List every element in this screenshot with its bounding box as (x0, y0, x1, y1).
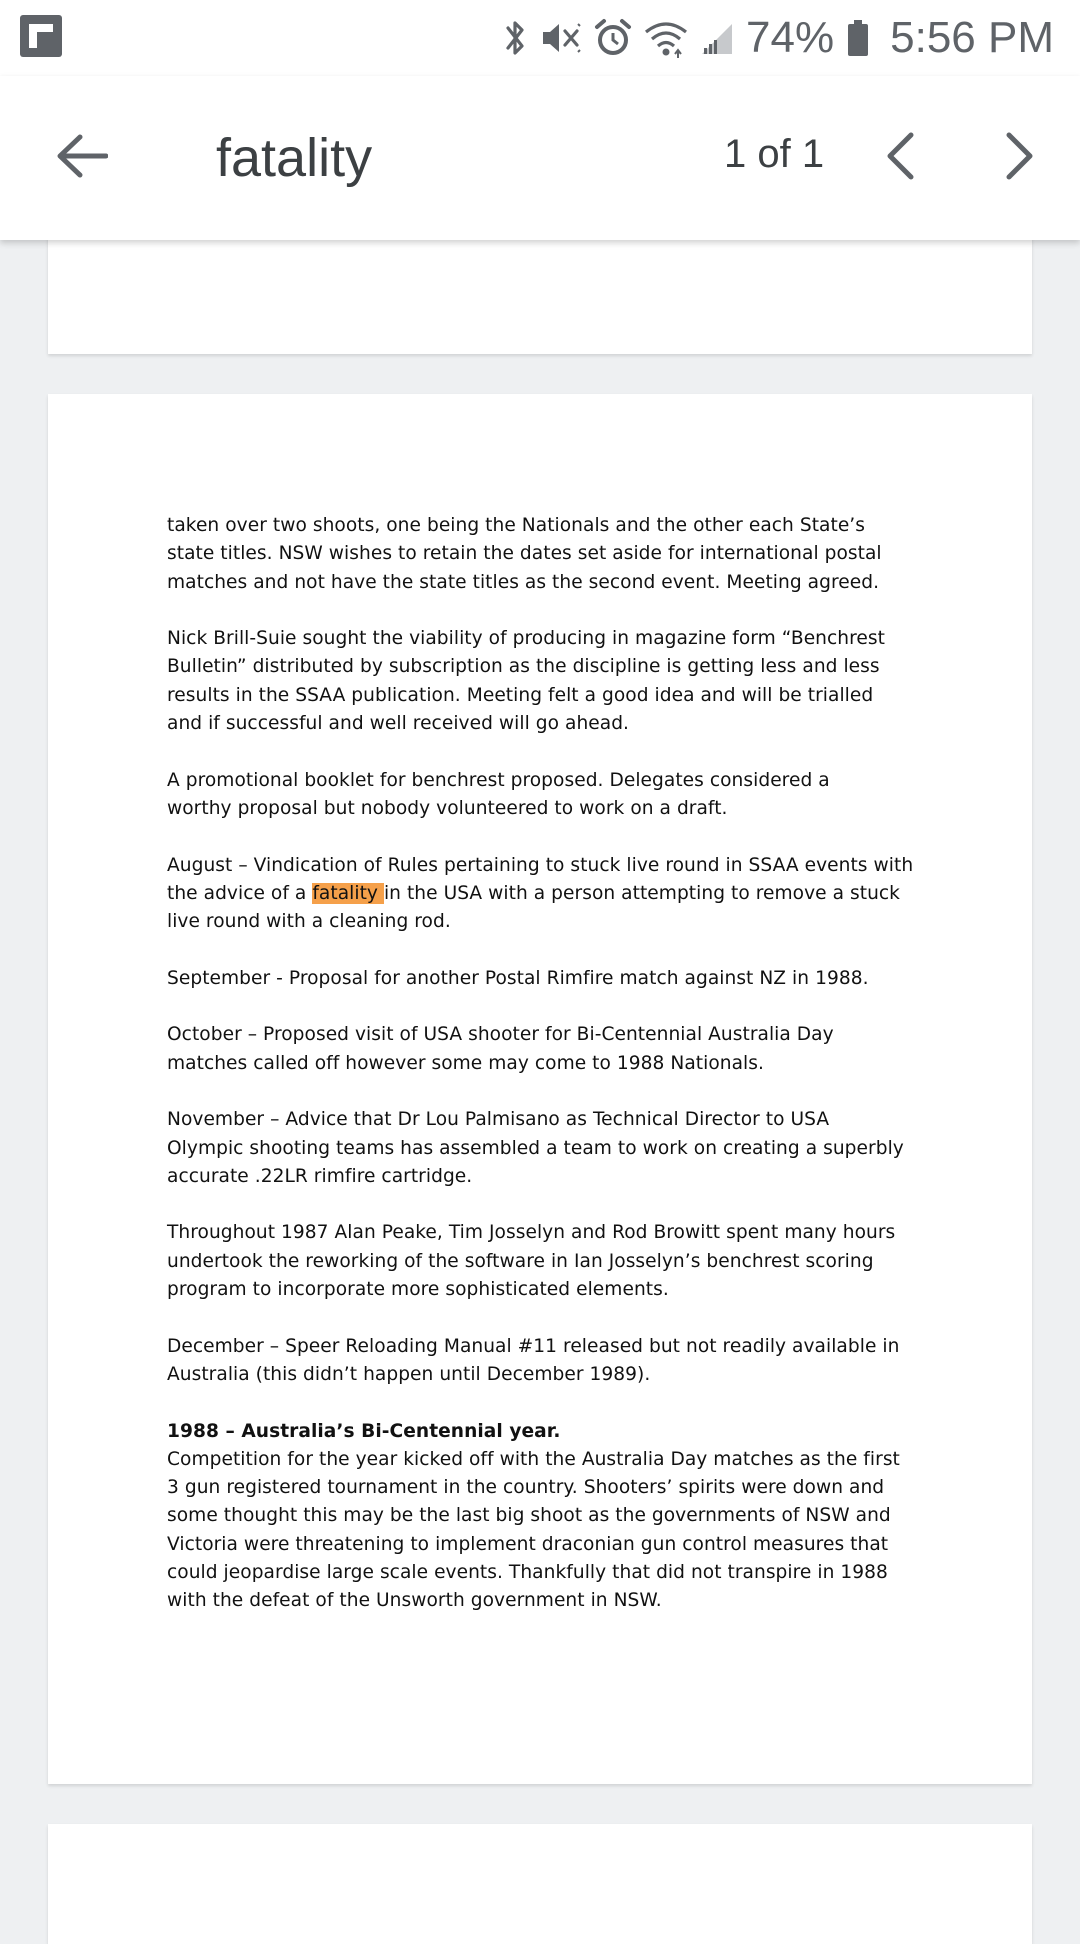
battery-icon (846, 18, 870, 58)
find-bar (0, 76, 1080, 240)
chevron-right-icon (1004, 132, 1036, 185)
battery-percent: 74% (746, 13, 835, 62)
mute-icon (540, 18, 582, 58)
text-span: August – Vindication of Rules pertaining to stuck live round in SSAA events with the advice of a (167, 854, 914, 904)
paragraph-august (167, 852, 927, 937)
bluetooth-icon (502, 18, 528, 58)
paragraph: December – Speer Reloading Manual #11 released but not readily available in Australia (this didn’t happen until December 1989). (167, 1335, 900, 1385)
paragraph: September - Proposal for another Postal Rimfire match against NZ in 1988. (167, 967, 869, 989)
match-count: 1 of 1 (724, 132, 825, 176)
wifi-icon (644, 18, 688, 58)
chevron-left-icon (884, 132, 916, 185)
clock: 5:56 PM (890, 13, 1054, 62)
paragraph: A promotional booklet for benchrest proposed. Delegates considered a worthy proposal but nobody volunteered to work on a draft. (167, 769, 830, 819)
paragraph: taken over two shoots, one being the Nationals and the other each State’s state titles. NSW wishes to retain the dates set aside for international postal matches and not have the state titles as the second event. Meeting agreed. (167, 515, 882, 593)
paragraph: October – Proposed visit of USA shooter for Bi-Centennial Australia Day matches called off however some may come to 1988 Nationals. (167, 1024, 834, 1074)
paragraph: Competition for the year kicked off with the Australia Day matches as the first 3 gun registered tournament in the country. Shooters’ spirits were down and some thought this may be the last big shoot as the governments of NSW and Victoria were threatening to implement draconian gun control measures that could jeopardise large scale events. Thankfully that did not transpire in 1988 with the defeat of the Unsworth government in NSW. (167, 1448, 900, 1612)
flipboard-app-icon (20, 15, 62, 57)
signal-icon (700, 18, 734, 58)
back-button[interactable] (44, 120, 120, 196)
document-page (48, 394, 1032, 1784)
paragraph: Nick Brill-Suie sought the viability of producing in magazine form “Benchrest Bulletin” distributed by subscription as the discipline is getting less and less results in the SSAA publication. Meeting felt a good idea and will be trialled and if successful and well received will go ahead. (167, 628, 885, 735)
back-arrow-icon (56, 134, 108, 183)
alarm-icon (594, 18, 632, 58)
paragraph: Throughout 1987 Alan Peake, Tim Josselyn and Rod Browitt spent many hours undertook the reworking of the software in Ian Josselyn’s benchrest scoring program to incorporate more sophisticated elements. (167, 1222, 896, 1301)
text-span: in the USA with a person attempting to remove a stuck live round with a cleaning rod. (167, 882, 901, 933)
find-input[interactable] (216, 116, 676, 200)
search-match-highlight: fatality (312, 882, 384, 904)
page-text (167, 512, 927, 1616)
status-icons (502, 0, 1054, 76)
previous-match-button[interactable] (862, 120, 938, 196)
paragraph: November – Advice that Dr Lou Palmisano as Technical Director to USA Olympic shooting teams has assembled a team to work on creating a superbly accurate .22LR rimfire cartridge. (167, 1109, 904, 1187)
status-bar (0, 0, 1080, 76)
document-page-next (48, 1824, 1032, 1944)
document-page-previous (48, 230, 1032, 354)
next-match-button[interactable] (982, 120, 1058, 196)
section-heading: 1988 – Australia’s Bi-Centennial year. (167, 1420, 561, 1442)
